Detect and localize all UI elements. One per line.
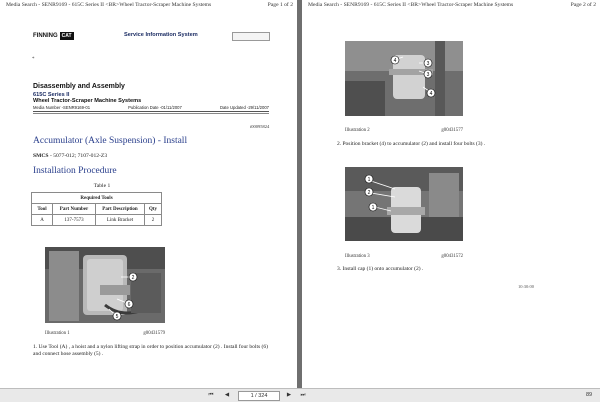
procedure-title: Installation Procedure <box>33 166 117 176</box>
illustration-2-photo <box>345 41 463 116</box>
header-title: Media Search - SENR9169 - 615C Series II <BR>Wheel Tractor-Scraper Machine Systems <box>6 2 212 8</box>
smcs-code <box>33 153 107 159</box>
sis-title: Service Information System <box>124 32 198 38</box>
page-title: Accumulator (Axle Suspension) - Install <box>33 136 188 146</box>
callout-label: 3 <box>426 61 430 67</box>
table-heading: Required Tools <box>32 193 162 204</box>
machine-model: 615C Series II <box>33 92 70 98</box>
smcs-label: SMCS <box>33 153 49 159</box>
header-page-number: Page 2 of 2 <box>570 2 596 8</box>
callout-label: 6 <box>127 302 131 308</box>
callout-label: 1 <box>371 205 375 211</box>
finning-cat-logo <box>33 32 74 40</box>
zoom-level[interactable]: 89 <box>585 392 593 398</box>
step-2: 2. Position bracket (4) to accumulator (2) and install four bolts (3) . <box>337 141 486 147</box>
pdf-page-2 <box>302 0 600 388</box>
illustration-label: Illustration 1 <box>45 331 70 336</box>
column-header: Qty <box>145 204 162 215</box>
illustration-caption <box>345 128 463 133</box>
table-caption: Table 1 <box>93 183 111 189</box>
media-number: Media Number -SENR9169-01 <box>33 105 91 110</box>
time-stamp: 10:30:00 <box>518 284 535 289</box>
table-cell: 137-7573 <box>53 215 96 226</box>
callout-label: 3 <box>426 72 430 78</box>
page-number-input[interactable]: 1 / 324 <box>238 391 280 401</box>
next-page-icon[interactable]: ▶ <box>286 392 292 398</box>
header-title: Media Search - SENR9169 - 615C Series II <BR>Wheel Tractor-Scraper Machine Systems <box>308 2 514 8</box>
document-code: i00095824 <box>250 124 270 129</box>
sis-search-box <box>232 32 270 41</box>
first-page-icon[interactable]: ⏮ <box>208 392 214 398</box>
divider <box>33 113 269 114</box>
column-header: Part Description <box>96 204 145 215</box>
illustration-code: g00431572 <box>441 254 463 259</box>
illustration-caption <box>45 331 165 336</box>
table-cell: Link Bracket <box>96 215 145 226</box>
illustration-1-photo <box>45 247 165 323</box>
cat-badge: CAT <box>61 33 72 39</box>
logo-text: FINNING <box>33 33 58 39</box>
prev-page-icon[interactable]: ◀ <box>224 392 230 398</box>
machine-system: Wheel Tractor-Scraper Machine Systems <box>33 98 142 104</box>
callout-label: 5 <box>115 314 119 320</box>
last-page-icon[interactable]: ⏭ <box>300 392 306 398</box>
step-1: 1. Use Tool (A) , a hoist and a nylon lifting strap in order to position accumulator (2) . Install four bolts (6) and connect hose assembly (5) . <box>33 344 268 357</box>
document-meta <box>33 105 269 110</box>
step-3: 3. Install cap (1) onto accumulator (2) . <box>337 266 424 272</box>
illustration-label: Illustration 3 <box>345 254 370 259</box>
table-cell: A <box>32 215 53 226</box>
callout-label: 1 <box>367 177 371 183</box>
illustration-3-photo <box>345 167 463 241</box>
illustration-caption <box>345 254 463 259</box>
column-header: Tool <box>32 204 53 215</box>
section-heading: Disassembly and Assembly <box>33 83 125 90</box>
callout-label: 2 <box>131 275 135 281</box>
callout-label: 4 <box>429 91 433 97</box>
callout-label: 2 <box>367 190 371 196</box>
viewer-toolbar <box>0 388 600 402</box>
header-page-number: Page 1 of 2 <box>267 2 293 8</box>
table-row <box>32 215 162 226</box>
required-tools-table <box>31 192 162 226</box>
pdf-page-1 <box>0 0 297 388</box>
date-updated: Date Updated -29/11/2007 <box>219 105 269 110</box>
smcs-value: - 5077-012; 7107-012-Z3 <box>48 153 108 159</box>
callout-label: 4 <box>393 58 397 64</box>
page-header <box>6 2 293 8</box>
illustration-code: g00431577 <box>441 128 463 133</box>
illustration-code: g00431579 <box>143 331 165 336</box>
column-header: Part Number <box>53 204 96 215</box>
page-mark: * <box>32 57 35 62</box>
page-header <box>308 2 596 8</box>
illustration-label: Illustration 2 <box>345 128 370 133</box>
divider <box>33 111 269 112</box>
table-cell: 2 <box>145 215 162 226</box>
publication-date: Publication Date -01/11/2007 <box>128 105 182 110</box>
